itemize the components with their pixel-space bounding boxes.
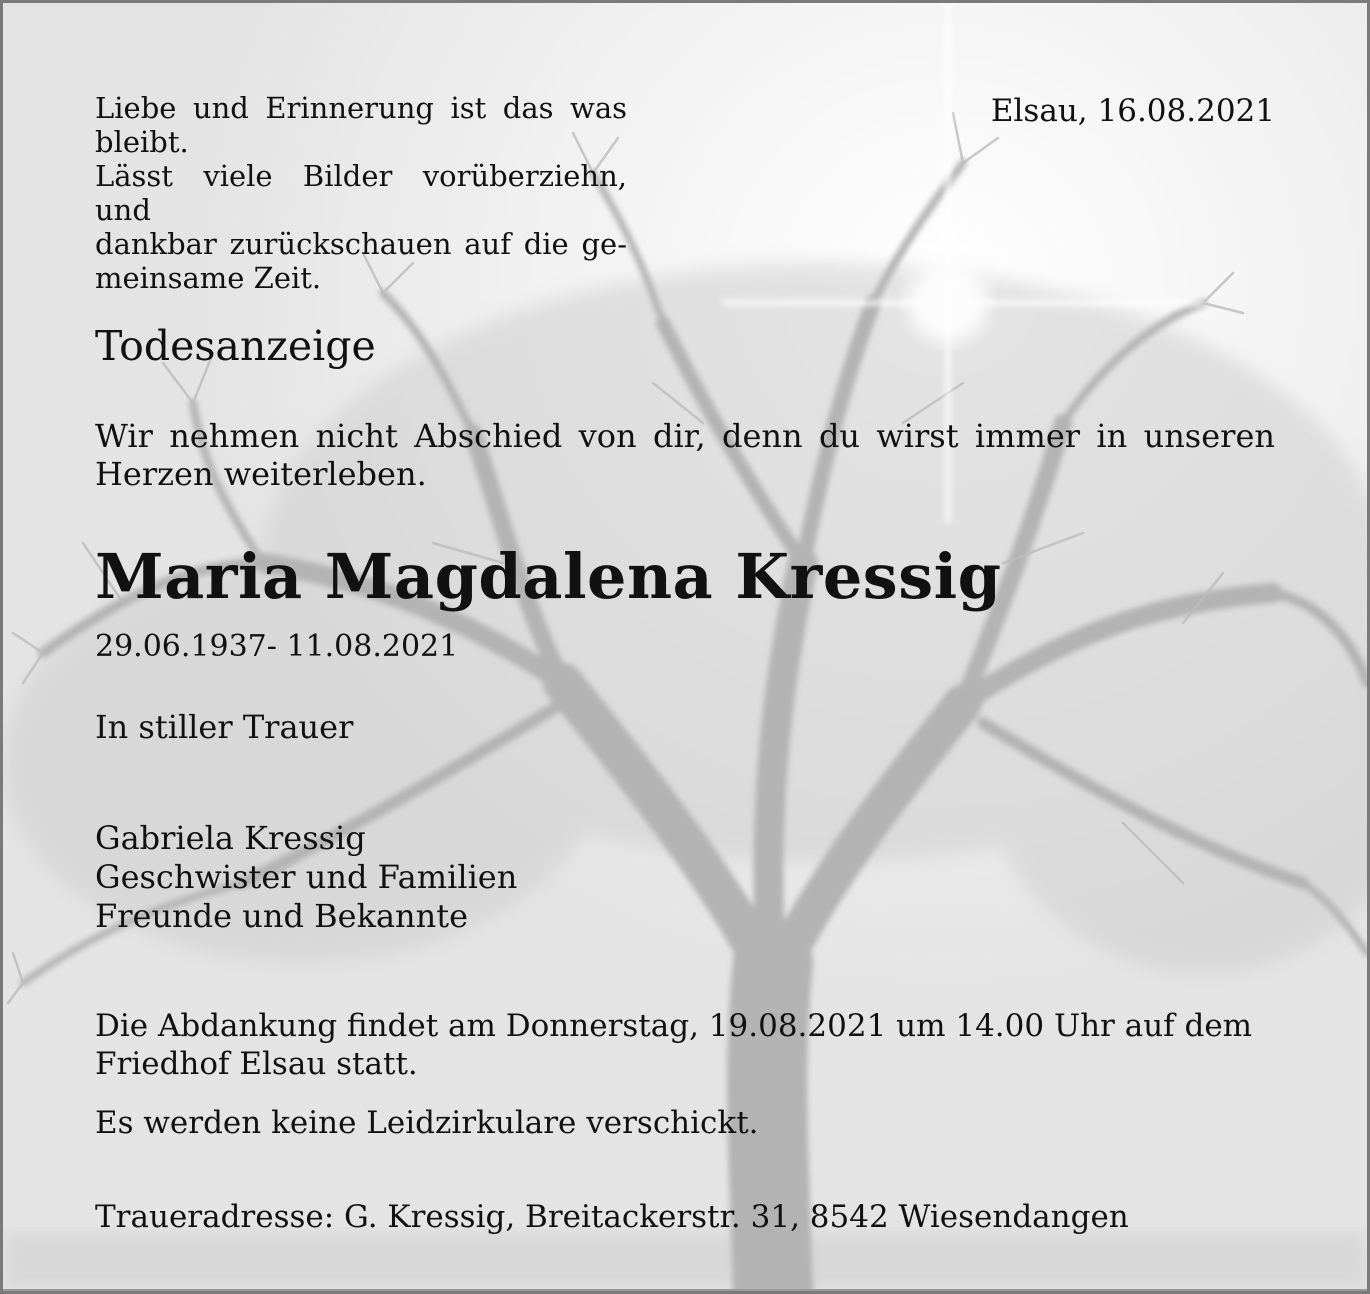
poem bbox=[95, 91, 627, 295]
poem-line: Liebe und Erinnerung ist das was bbox=[95, 91, 627, 125]
mourner-entry: Geschwister und Familien bbox=[95, 858, 518, 896]
mourners-list bbox=[95, 819, 517, 936]
ceremony-info: Die Abdankung findet am Donnerstag, 19.08.2021 um 14.00 Uhr auf dem Friedhof Elsau statt. bbox=[95, 1008, 1253, 1082]
poem-line: meinsame Zeit. bbox=[95, 261, 322, 295]
poem-line: dankbar zurückschauen auf die ge- bbox=[95, 227, 627, 261]
place-date: Elsau, 16.08.2021 bbox=[990, 93, 1275, 129]
farewell-quote: Wir nehmen nicht Abschied von dir, denn du wirst immer in unseren Herzen weiterleben. bbox=[95, 417, 1275, 493]
mourning-address: Traueradresse: G. Kressig, Breitackerstr. 31, 8542 Wiesendangen bbox=[95, 1199, 1129, 1235]
mourner-entry: Gabriela Kressig bbox=[95, 819, 366, 857]
obituary-notice bbox=[3, 3, 1367, 1291]
deceased-name: Maria Magdalena Kressig bbox=[95, 540, 1002, 613]
lifespan-dates: 29.06.1937- 11.08.2021 bbox=[95, 629, 459, 664]
no-circulars-note: Es werden keine Leidzirkulare verschickt. bbox=[95, 1105, 759, 1141]
poem-line: Lässt viele Bilder vorüberziehn, und bbox=[95, 159, 627, 227]
notice-title: Todesanzeige bbox=[95, 322, 376, 370]
mourner-entry: Freunde und Bekannte bbox=[95, 897, 469, 935]
mourning-text: In stiller Trauer bbox=[95, 708, 354, 746]
poem-line: bleibt. bbox=[95, 125, 189, 159]
